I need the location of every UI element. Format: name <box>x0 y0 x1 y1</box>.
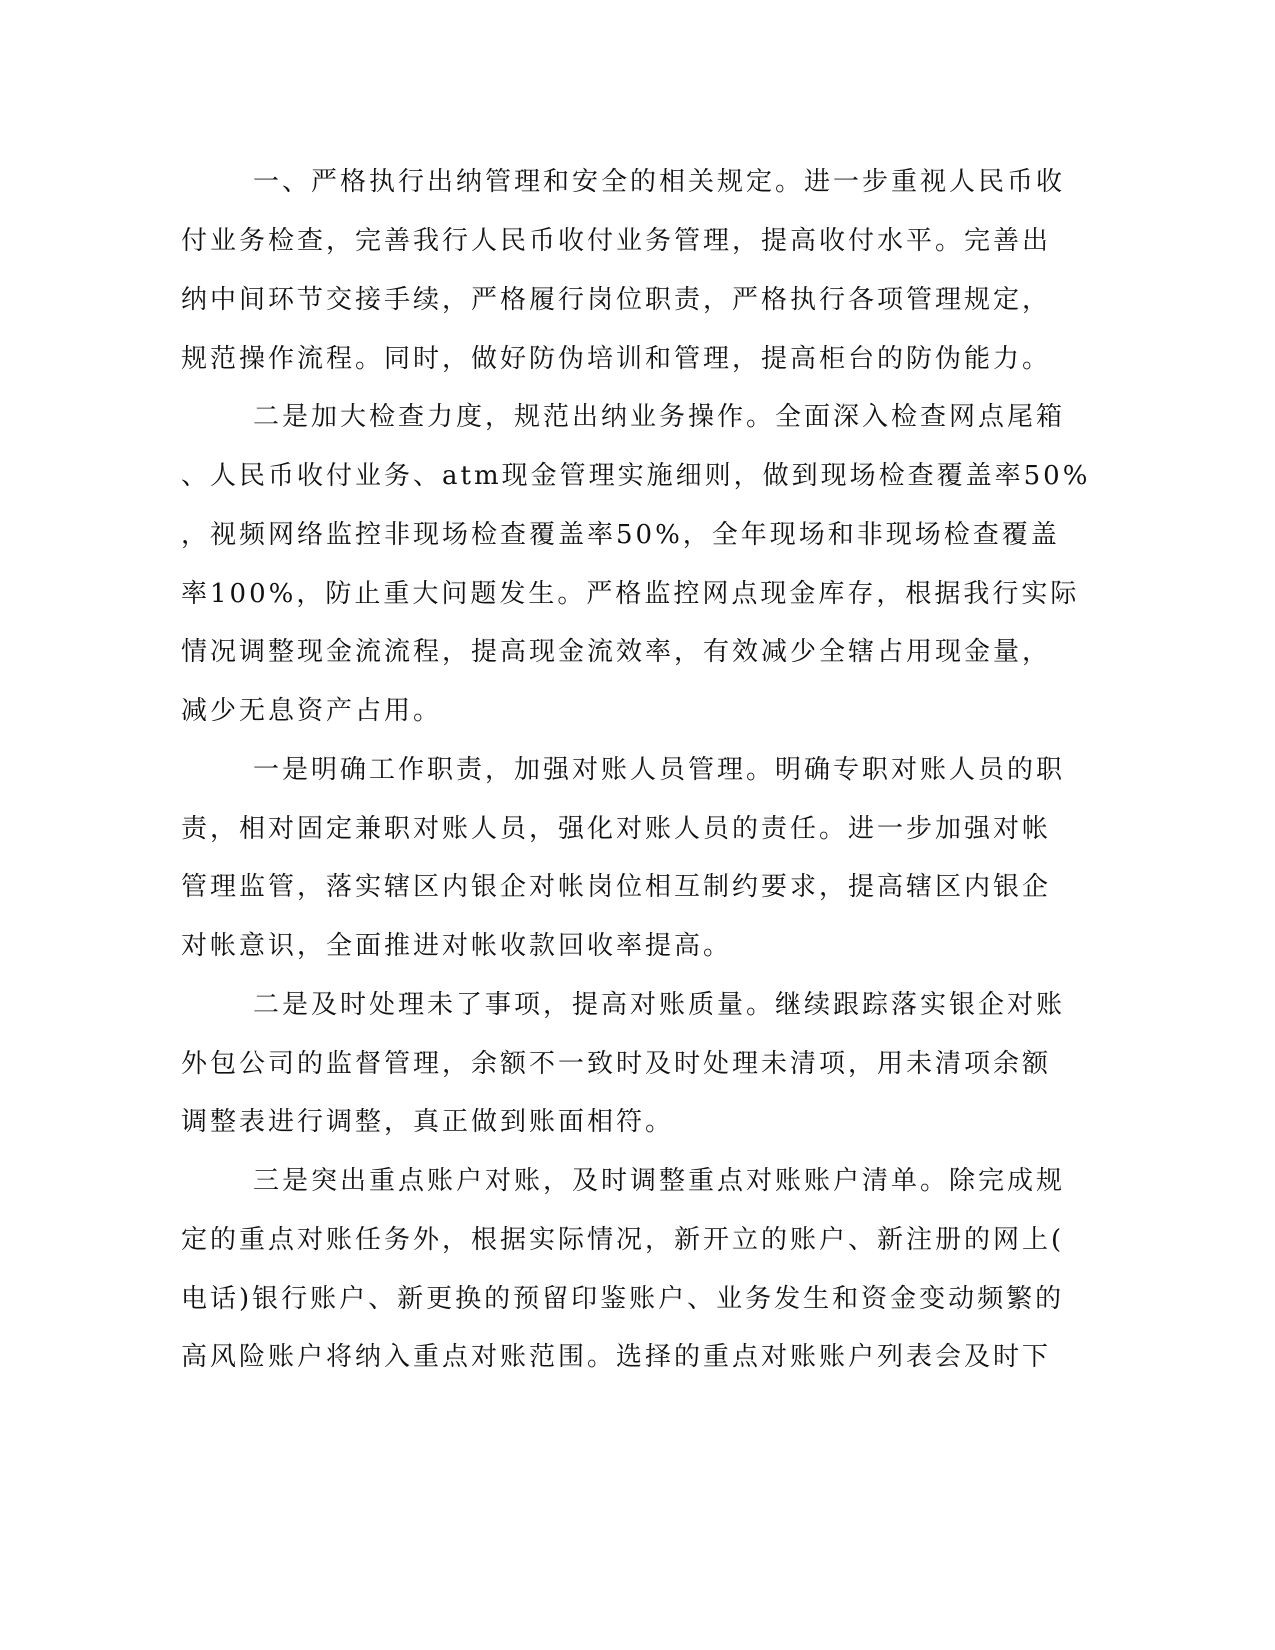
paragraph-5-line-4: 高风险账户将纳入重点对账范围。选择的重点对账账户列表会及时下 <box>181 1342 1052 1372</box>
paragraph-4-line-2: 外包公司的监督管理，余额不一致时及时处理未清项，用未清项余额 <box>181 1049 1052 1079</box>
paragraph-1-line-4: 规范操作流程。同时，做好防伪培训和管理，提高柜台的防伪能力。 <box>181 344 1052 374</box>
paragraph-3-line-2: 责，相对固定兼职对账人员，强化对账人员的责任。进一步加强对帐 <box>181 814 1052 844</box>
paragraph-5-line-2: 定的重点对账任务外，根据实际情况，新开立的账户、新注册的网上( <box>181 1225 1065 1255</box>
paragraph-2-line-2: 、人民币收付业务、atm现金管理实施细则，做到现场检查覆盖率50% <box>181 461 1091 491</box>
paragraph-1-line-3: 纳中间环节交接手续，严格履行岗位职责，严格执行各项管理规定， <box>181 285 1052 315</box>
paragraph-1-line-1: 一、严格执行出纳管理和安全的相关规定。进一步重视人民币收 <box>253 167 1066 197</box>
paragraph-4-line-3: 调整表进行调整，真正做到账面相符。 <box>181 1107 675 1137</box>
paragraph-4-line-1: 二是及时处理未了事项，提高对账质量。继续跟踪落实银企对账 <box>253 990 1066 1020</box>
paragraph-2-line-5: 情况调整现金流流程，提高现金流效率，有效减少全辖占用现金量， <box>181 637 1052 667</box>
paragraph-2-line-6: 减少无息资产占用。 <box>181 696 443 726</box>
paragraph-5-line-1: 三是突出重点账户对账，及时调整重点对账账户清单。除完成规 <box>253 1166 1066 1196</box>
paragraph-2-line-4: 率100%，防止重大问题发生。严格监控网点现金库存，根据我行实际 <box>181 579 1080 609</box>
paragraph-3-line-4: 对帐意识，全面推进对帐收款回收率提高。 <box>181 931 733 961</box>
paragraph-2-line-3: ，视频网络监控非现场检查覆盖率50%，全年现场和非现场检查覆盖 <box>181 520 1060 550</box>
paragraph-2-line-1: 二是加大检查力度，规范出纳业务操作。全面深入检查网点尾箱 <box>253 402 1066 432</box>
paragraph-3-line-1: 一是明确工作职责，加强对账人员管理。明确专职对账人员的职 <box>253 755 1066 785</box>
paragraph-3-line-3: 管理监管，落实辖区内银企对帐岗位相互制约要求，提高辖区内银企 <box>181 872 1052 902</box>
paragraph-5-line-3: 电话)银行账户、新更换的预留印鉴账户、业务发生和资金变动频繁的 <box>181 1284 1065 1314</box>
paragraph-1-line-2: 付业务检查，完善我行人民币收付业务管理，提高收付水平。完善出 <box>181 226 1052 256</box>
